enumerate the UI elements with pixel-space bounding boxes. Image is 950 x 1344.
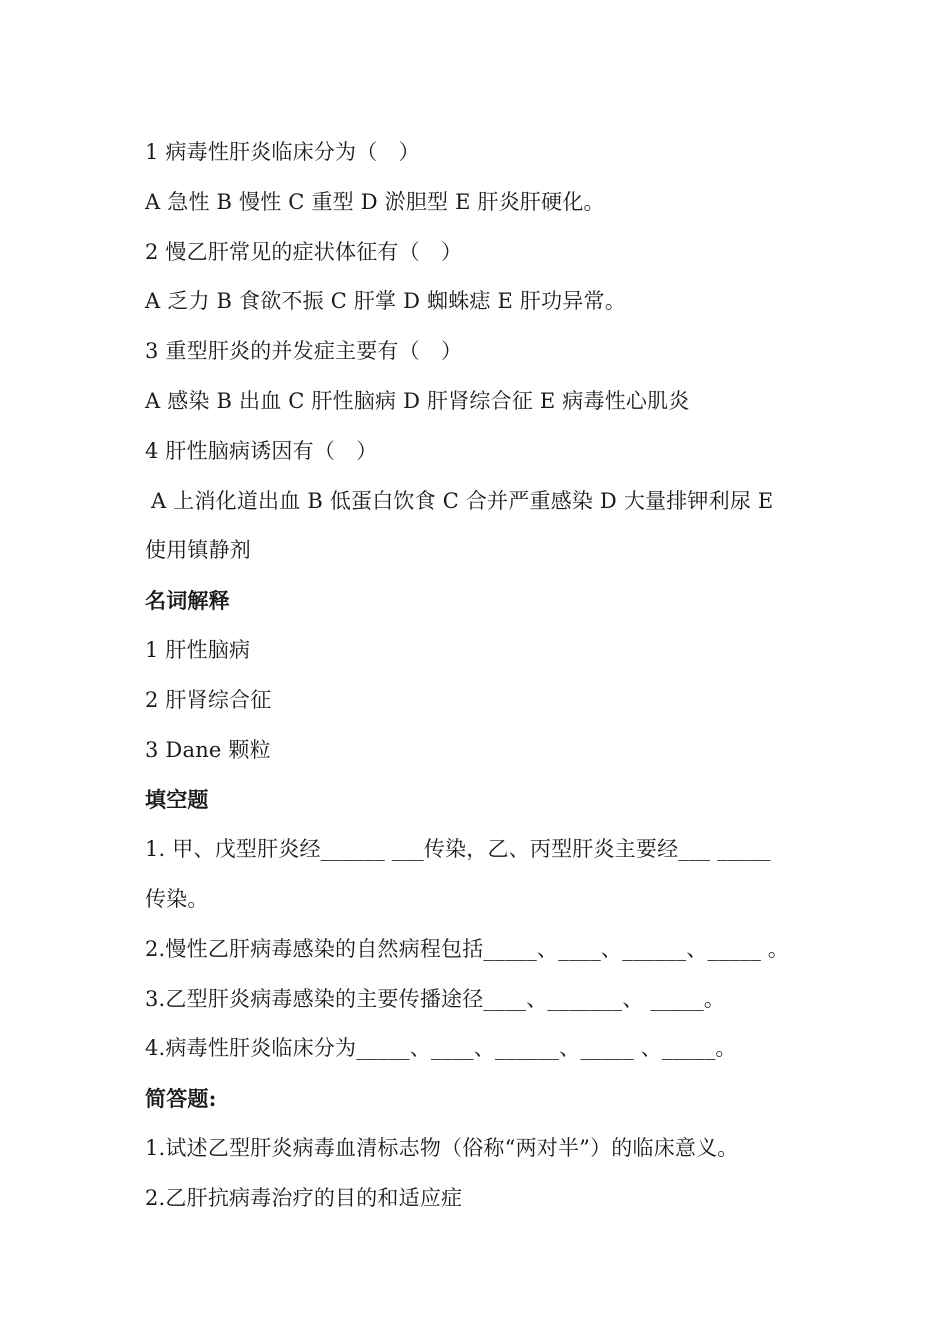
document-body (145, 128, 815, 1224)
fill-heading: 填空题 (145, 787, 209, 813)
question-4-options-line2: 使用镇静剂 (145, 538, 251, 563)
fill-question-1-line1: 1. 甲、戊型肝炎经______ ___传染，乙、丙型肝炎主要经___ _____ (145, 837, 771, 862)
terms-heading: 名词解释 (145, 588, 230, 614)
question-2-options: A 乏力 B 食欲不振 C 肝掌 D 蜘蛛痣 E 肝功异常。 (145, 289, 626, 314)
question-1-options: A 急性 B 慢性 C 重型 D 淤胆型 E 肝炎肝硬化。 (145, 189, 605, 214)
question-2: 2 慢乙肝常见的症状体征有（ ） (145, 239, 463, 264)
question-4: 4 肝性脑病诱因有（ ） (145, 438, 378, 463)
term-item: 3 Dane 颗粒 (145, 737, 271, 762)
question-1: 1 病毒性肝炎临床分为（ ） (145, 140, 420, 164)
short-answer-heading: 简答题: (145, 1086, 217, 1112)
short-answer-question-2: 2.乙肝抗病毒治疗的目的和适应症 (145, 1185, 463, 1210)
fill-question-2: 2.慢性乙肝病毒感染的自然病程包括_____、____、______、_____ 。 (145, 936, 790, 961)
term-item: 2 肝肾综合征 (145, 687, 272, 712)
fill-question-3: 3.乙型肝炎病毒感染的主要传播途径____、_______、 _____。 (145, 986, 726, 1011)
fill-question-4: 4.病毒性肝炎临床分为_____、____、______、_____ 、_____。 (145, 1036, 737, 1061)
term-item: 1 肝性脑病 (145, 637, 251, 662)
fill-question-1-line2: 传染。 (145, 886, 209, 911)
short-answer-question-1: 1.试述乙型肝炎病毒血清标志物（俗称“两对半”）的临床意义。 (145, 1135, 739, 1160)
question-4-options-line1: A 上消化道出血 B 低蛋白饮食 C 合并严重感染 D 大量排钾利尿 E (151, 488, 774, 513)
question-3: 3 重型肝炎的并发症主要有（ ） (145, 339, 463, 364)
question-3-options: A 感染 B 出血 C 肝性脑病 D 肝肾综合征 E 病毒性心肌炎 (145, 388, 690, 413)
